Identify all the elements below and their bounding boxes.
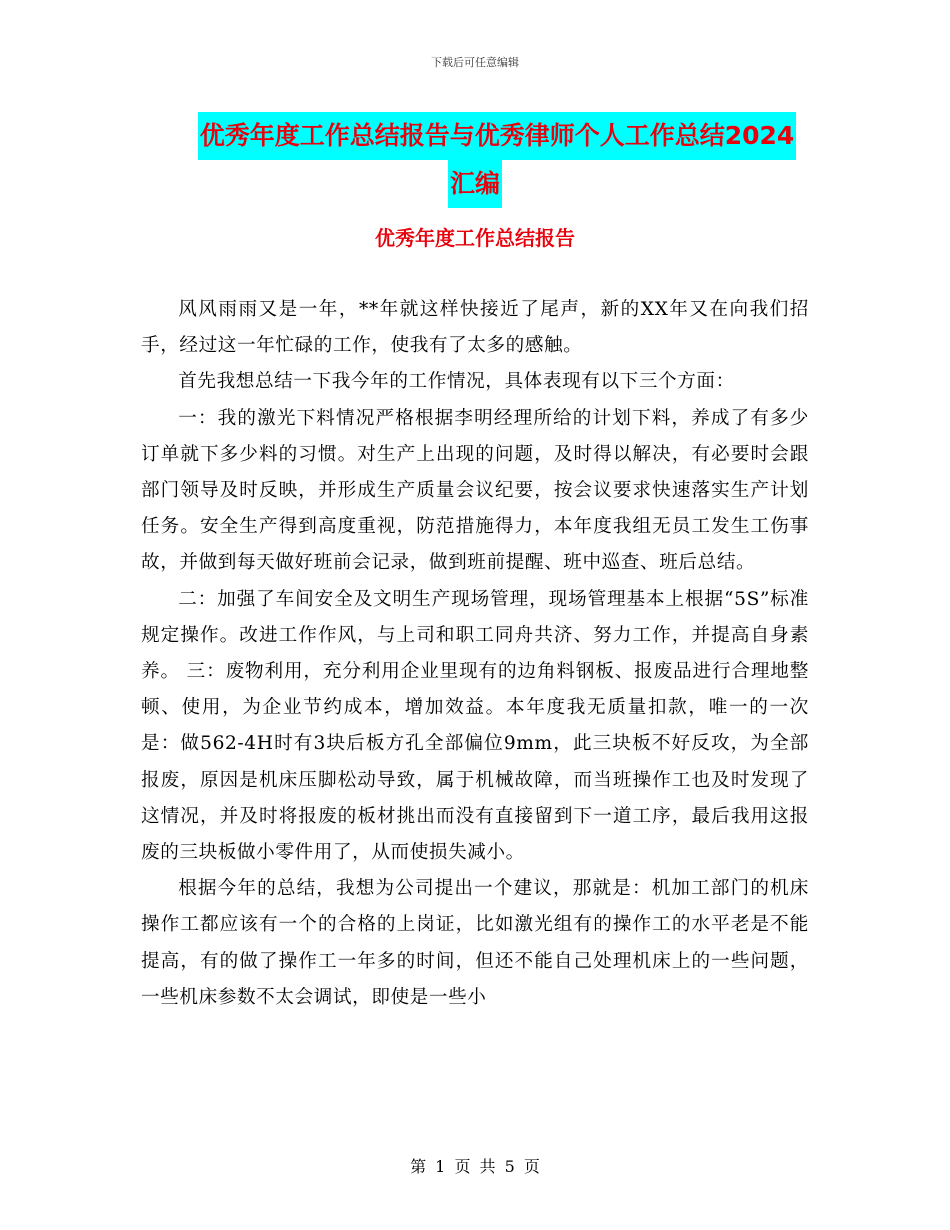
section-heading: 优秀年度工作总结报告 xyxy=(375,226,575,250)
paragraph: 一：我的激光下料情况严格根据李明经理所给的计划下料，养成了有多少订单就下多少料的习惯。对生产上出现的问题，及时得以解决，有必要时会跟部门领导及时反映，并形成生产质量会议纪要，按会议要求快速落实生产计划任务。安全生产得到高度重视，防范措施得力，本年度我组无员工发生工伤事故，并做到每天做好班前会记录，做到班前提醒、班中巡查、班后总结。 xyxy=(141,407,809,574)
document-title xyxy=(0,112,950,208)
paragraph: 根据今年的总结，我想为公司提出一个建议，那就是：机加工部门的机床操作工都应该有一个的合格的上岗证，比如激光组有的操作工的水平老是不能提高，有的做了操作工一年多的时间，但还不能自己处理机床上的一些问题，一些机床参数不太会调试，即使是一些小 xyxy=(141,878,809,1008)
document-body xyxy=(141,292,809,1016)
title-line-2: 汇编 xyxy=(448,160,502,208)
paragraph: 风风雨雨又是一年，**年就这样快接近了尾声，新的XX年又在向我们招手，经过这一年忙碌的工作，使我有了太多的感触。 xyxy=(141,299,809,357)
paragraph: 首先我想总结一下我今年的工作情况，具体表现有以下三个方面： xyxy=(178,371,735,393)
header-note: 下载后可任意编辑 xyxy=(431,56,519,69)
paragraph: 二：加强了车间安全及文明生产现场管理，现场管理基本上根据“5S”标准规定操作。改进工作作风，与上司和职工同舟共济、努力工作，并提高自身素养。 三：废物利用，充分利用企业里现有的边角料钢板、报废品进行合理地整顿、使用，为企业节约成本，增加效益。本年度我无质量扣款，唯一的一次是：做562-4H时有3块后板方孔全部偏位9mm，此三块板不好反攻，为全部报废，原因是机床压脚松动导致，属于机械故障，而当班操作工也及时发现了这情况，并及时将报废的板材挑出而没有直接留到下一道工序，最后我用这报废的三块板做小零件用了，从而使损失减小。 xyxy=(141,588,809,864)
page-number: 第 1 页 共 5 页 xyxy=(410,1157,540,1176)
title-line-1: 优秀年度工作总结报告与优秀律师个人工作总结2024 xyxy=(198,112,797,160)
